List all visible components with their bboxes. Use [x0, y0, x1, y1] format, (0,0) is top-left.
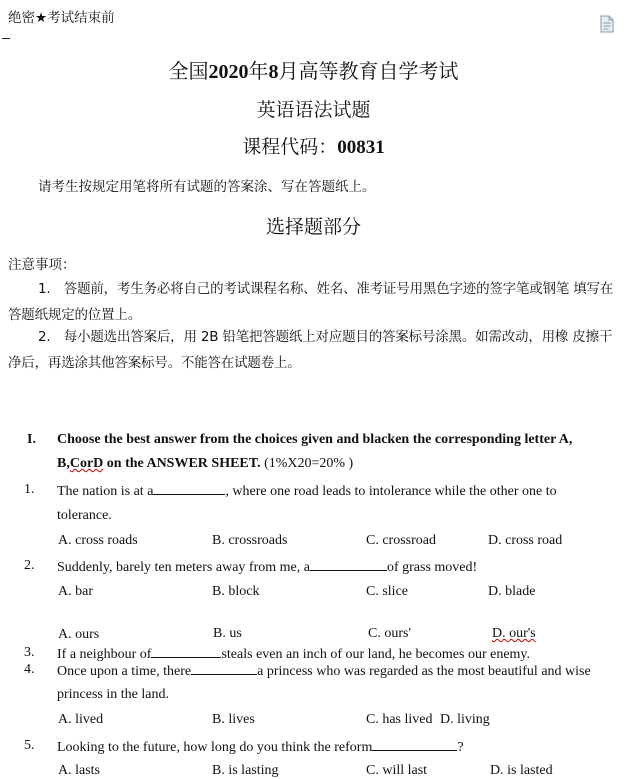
- option-a: A. cross roads: [58, 533, 138, 548]
- question-text-cont: princess in the land.: [57, 687, 169, 702]
- option-c: C. will last: [366, 763, 428, 778]
- part-heading-line2: B,CorD on the ANSWER SHEET. (1%X20=20% ): [57, 456, 354, 471]
- question-text: Once upon a time, there a princess who was regarded as the most beautiful and wise: [57, 664, 591, 679]
- notes-heading: 注意事项：: [8, 257, 76, 273]
- option-b: B. is lasting: [212, 763, 279, 778]
- subject-title: 英语语法试题: [256, 99, 371, 121]
- option-b: B. lives: [212, 712, 255, 727]
- exam-title: 全国2020年8月高等教育自学考试: [168, 59, 459, 83]
- option-d: D. living: [440, 712, 490, 727]
- question-text: If a neighbour of steals even an inch of our land, he becomes our enemy.: [57, 647, 531, 662]
- course-code: 课程代码：00831: [242, 136, 385, 158]
- option-b: B. block: [212, 584, 260, 599]
- document-icon[interactable]: [597, 14, 617, 34]
- note-item: 2. 每小题选出答案后，用 2B 铅笔把答题纸上对应题目的答案标号涂黑。如需改动，用橡 皮擦干净后，再选涂其他答案标号。不能答在试题卷上。: [8, 329, 613, 371]
- option-b: B. us: [213, 626, 242, 641]
- option-a: A. bar: [58, 584, 93, 599]
- part-number: I.: [27, 432, 36, 447]
- question-text-cont: tolerance.: [57, 508, 112, 523]
- option-d: D. cross road: [488, 533, 563, 548]
- option-c: C. ours': [368, 626, 411, 641]
- option-c: C. crossroad: [366, 533, 436, 548]
- section-title: 选择题部分: [265, 216, 361, 238]
- confidential-label: 绝密★考试结束前: [8, 10, 115, 26]
- question-number: 4.: [24, 662, 35, 677]
- part-heading: Choose the best answer from the choices given and blacken the corresponding letter A,: [57, 432, 573, 447]
- option-a: A. lived: [58, 712, 104, 727]
- answer-blank: [151, 645, 221, 658]
- question-number: 1.: [24, 482, 35, 497]
- question-number: 3.: [24, 645, 35, 660]
- option-c: C. slice: [366, 584, 408, 599]
- answer-blank: [191, 662, 257, 675]
- header-divider: [2, 38, 10, 39]
- question-text: The nation is at a , where one road leads to intolerance while the other one to: [57, 484, 557, 499]
- answer-blank: [153, 482, 225, 495]
- option-a: A. ours: [58, 627, 100, 642]
- option-d: D. blade: [488, 584, 536, 599]
- answer-blank: [372, 738, 457, 751]
- general-instruction: 请考生按规定用笔将所有试题的答案涂、写在答题纸上。: [38, 179, 376, 195]
- option-b: B. crossroads: [212, 533, 288, 548]
- note-item: 1. 答题前，考生务必将自己的考试课程名称、姓名、准考证号用黑色字迹的签字笔或钢笔 填写在答题纸规定的位置上。: [8, 281, 614, 323]
- answer-blank: [310, 558, 387, 571]
- question-text: Suddenly, barely ten meters away from me, a of grass moved!: [57, 560, 478, 575]
- option-d: D. our's: [492, 626, 536, 641]
- option-d: D. is lasted: [490, 763, 553, 778]
- question-number: 5.: [24, 738, 35, 753]
- option-c: C. has lived: [366, 712, 433, 727]
- option-a: A. lasts: [58, 763, 100, 778]
- question-text: Looking to the future, how long do you think the reform ?: [57, 740, 464, 755]
- question-number: 2.: [24, 558, 35, 573]
